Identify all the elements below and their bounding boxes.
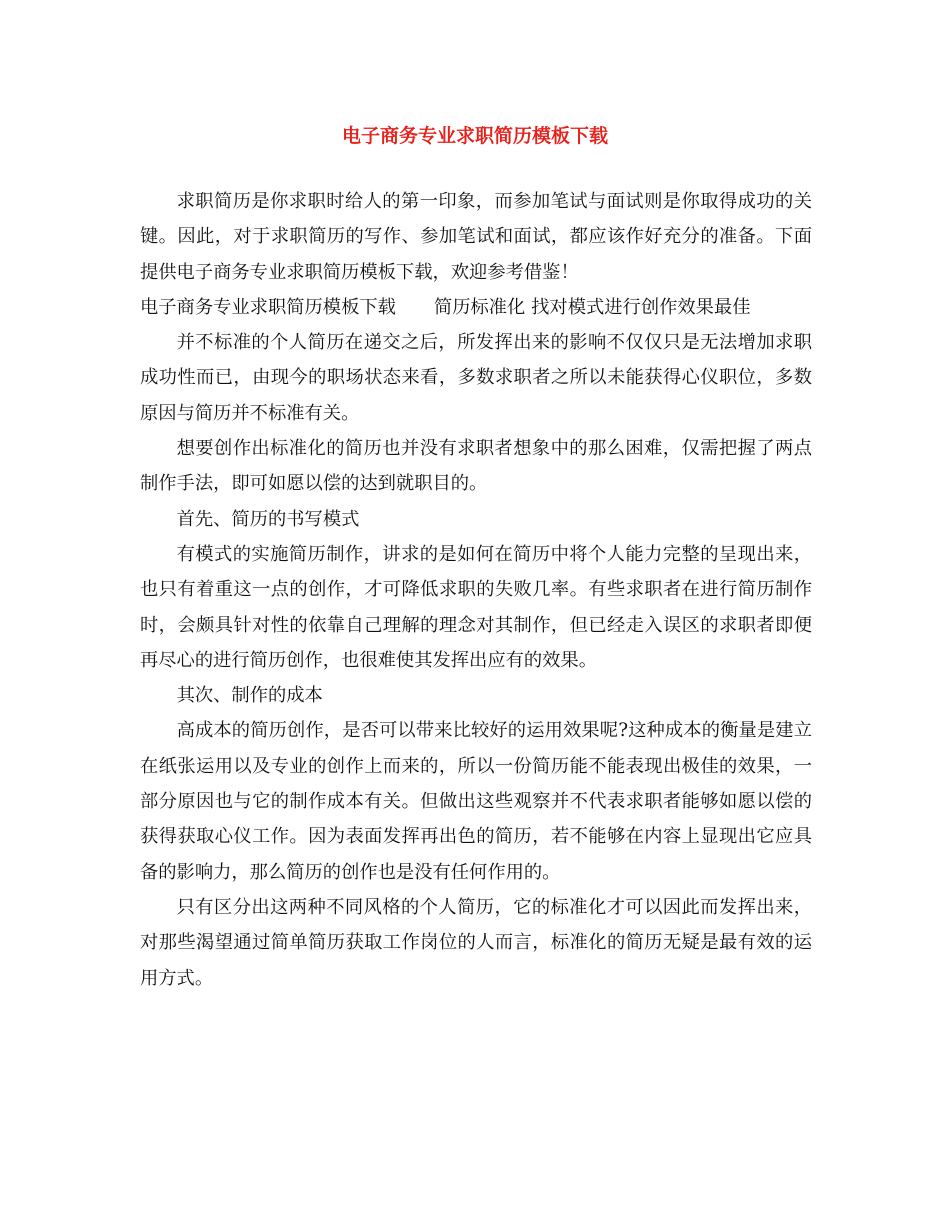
subtitle-left: 电子商务专业求职简历模板下载	[140, 296, 396, 318]
subtitle-right: 简历标准化 找对模式进行创作效果最佳	[433, 296, 751, 318]
intro-paragraph: 求职简历是你求职时给人的第一印象，而参加笔试与面试则是你取得成功的关键。因此，对于求职简历的写作、参加笔试和面试，都应该作好充分的准备。下面提供电子商务专业求职简历模板下载，欢迎参考借鉴！	[140, 191, 812, 283]
section-heading-1: 首先、简历的书写模式	[176, 508, 360, 530]
paragraph-3: 有模式的实施简历制作，讲求的是如何在简历中将个人能力完整的呈现出来，也只有着重这一点的创作，才可降低求职的失败几率。有些求职者在进行简历制作时，会颇具针对性的依靠自己理解的理念对其制作，但已经走入误区的求职者即便再尽心的进行简历创作，也很难使其发挥出应有的效果。	[140, 543, 812, 671]
paragraph-1: 并不标准的个人简历在递交之后，所发挥出来的影响不仅仅只是无法增加求职成功性而已，由现今的职场状态来看，多数求职者之所以未能获得心仪职位，多数原因与简历并不标准有关。	[140, 332, 812, 424]
document-title: 电子商务专业求职简历模板下载	[341, 125, 608, 147]
paragraph-2: 想要创作出标准化的简历也并没有求职者想象中的那么困难，仅需把握了两点制作手法，即可如愿以偿的达到就职目的。	[140, 438, 812, 495]
paragraph-4: 高成本的简历创作，是否可以带来比较好的运用效果呢?这种成本的衡量是建立在纸张运用以及专业的创作上而来的，所以一份简历能不能表现出极佳的效果，一部分原因也与它的制作成本有关。但做出这些观察并不代表求职者能够如愿以偿的获得获取心仪工作。因为表面发挥再出色的简历，若不能够在内容上显现出它应具备的影响力，那么简历的创作也是没有任何作用的。	[140, 720, 812, 883]
subtitle-line	[140, 290, 812, 325]
section-heading-2: 其次、制作的成本	[176, 685, 323, 707]
paragraph-5: 只有区分出这两种不同风格的个人简历，它的标准化才可以因此而发挥出来，对那些渴望通过简单简历获取工作岗位的人而言，标准化的简历无疑是最有效的运用方式。	[140, 896, 812, 989]
document-body	[140, 184, 812, 996]
